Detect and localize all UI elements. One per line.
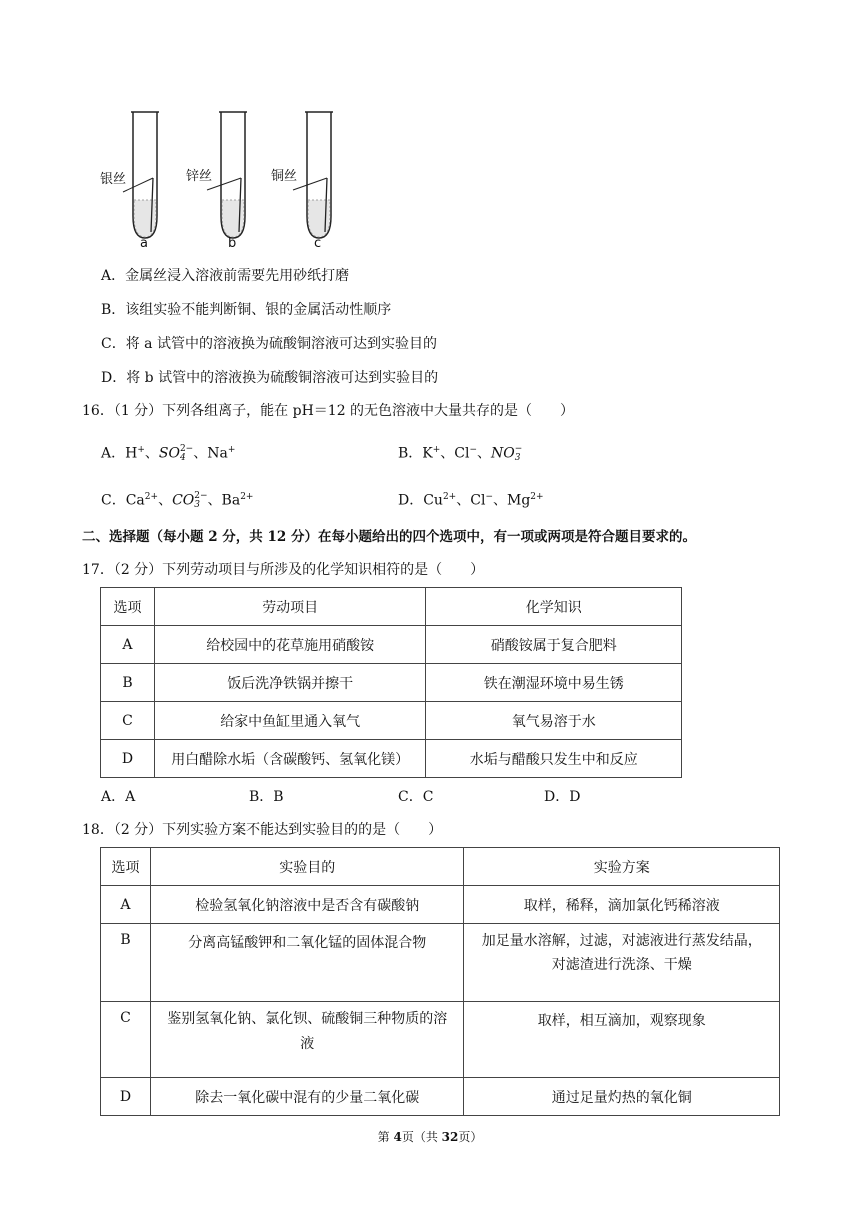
q17-row-a-labor: 给校园中的花草施用硝酸铵: [154, 626, 426, 664]
test-tube-a: [123, 112, 159, 238]
q17-option-c: C．C: [398, 789, 434, 805]
page-footer: [0, 1127, 860, 1147]
q16-a-sup2: +: [227, 445, 236, 455]
q17-row-a-key: A: [101, 626, 155, 664]
table-row: [101, 740, 682, 778]
q18-row-a-purpose: 检验氢氧化钠溶液中是否含有碳酸钠: [150, 886, 464, 924]
q17-row-d-labor: 用白醋除水垢（含碳酸钙、氢氧化镁）: [154, 740, 426, 778]
tube-b-wire-label: 锌丝: [186, 169, 213, 184]
q18-row-b-plan-line-1: 加足量水溶解，过滤，对滤液进行蒸发结晶，: [481, 933, 762, 949]
q17-row-b-knowledge: 铁在潮湿环境中易生锈: [426, 664, 682, 702]
q16-a-prefix: A．H: [101, 445, 138, 462]
q16-d-sup1: 2+: [442, 492, 457, 502]
q16-b-sup2: −: [469, 445, 478, 455]
table-row: [101, 924, 780, 1002]
q17-row-d-key: D: [101, 740, 155, 778]
footer-page-number: 4: [393, 1130, 402, 1144]
q17-row-b-labor: 饭后洗净铁锅并擦干: [154, 664, 426, 702]
q15-option-a: A．金属丝浸入溶液前需要先用砂纸打磨: [101, 268, 350, 284]
q16-d-sep1: 、Cl: [456, 492, 486, 509]
q16-c-sep2: 、Ba: [207, 492, 241, 509]
tube-a-wire-label: 银丝: [100, 172, 127, 187]
q18-row-b-plan-line-2: 对滤渣进行洗涤、干燥: [551, 957, 692, 973]
q18-header-purpose: 实验目的: [150, 848, 464, 886]
test-tube-b: [207, 112, 247, 238]
q17-row-c-labor: 给家中鱼缸里通入氧气: [154, 702, 426, 740]
q17-row-a-knowledge: 硝酸铵属于复合肥料: [426, 626, 682, 664]
q18-row-b-key: B: [101, 924, 151, 1002]
q16-a-ion: SO: [158, 445, 180, 462]
q16-c-sup2: 2+: [240, 492, 254, 502]
table-row: [101, 626, 682, 664]
q18-row-d-purpose: 除去一氧化碳中混有的少量二氧化碳: [150, 1078, 464, 1116]
q17-header-labor: 劳动项目: [154, 588, 426, 626]
footer-total-pages: 32: [441, 1130, 459, 1144]
q16-c-sep1: 、: [158, 492, 173, 509]
q17-row-c-key: C: [101, 702, 155, 740]
q16-b-prefix: B．K: [398, 445, 433, 462]
q17-option-a: A．A: [101, 789, 136, 805]
table-row: [101, 1002, 780, 1078]
q16-b-sep2: 、: [477, 445, 492, 462]
q16-a-ion-sup: 2−: [179, 443, 194, 454]
q18-row-c-purpose: [150, 1002, 464, 1078]
q16-stem: 16．（1 分）下列各组离子，能在 pH＝12 的无色溶液中大量共存的是（ ）: [82, 403, 575, 419]
q16-b-sup1: +: [432, 445, 441, 455]
q16-c-prefix: C．Ca: [101, 492, 145, 509]
q16-option-a: [101, 440, 235, 464]
q18-header-plan: 实验方案: [464, 848, 780, 886]
q16-b-ion-sup: −: [514, 443, 523, 454]
q18-row-b-plan: [464, 924, 780, 1002]
q16-b-sep1: 、Cl: [440, 445, 470, 462]
q16-option-b: [398, 440, 522, 464]
q16-option-d: [398, 487, 544, 511]
footer-prefix: 第: [377, 1130, 394, 1144]
q16-b-ion-sub: 3: [514, 452, 521, 463]
tube-c-letter: c: [314, 236, 322, 251]
q16-d-sup3: 2+: [530, 492, 544, 502]
footer-middle: 页（共: [401, 1130, 442, 1144]
table-row: [101, 886, 780, 924]
table-row: [101, 1078, 780, 1116]
q18-stem: 18．（2 分）下列实验方案不能达到实验目的的是（ ）: [82, 822, 443, 838]
q15-option-c: C．将 a 试管中的溶液换为硫酸铜溶液可达到实验目的: [101, 336, 437, 352]
tube-c-wire-label: 铜丝: [271, 169, 298, 184]
q18-row-c-key: C: [101, 1002, 151, 1078]
q17-table: [100, 587, 682, 778]
q17-header-knowledge: 化学知识: [426, 588, 682, 626]
table-row: [101, 702, 682, 740]
footer-suffix: 页）: [458, 1130, 483, 1144]
table-row: [101, 664, 682, 702]
q18-row-c-purpose-line-2: 液: [300, 1036, 315, 1052]
q16-d-prefix: D．Cu: [398, 492, 443, 509]
q16-b-ion: NO: [491, 445, 515, 462]
q17-stem: 17．（2 分）下列劳动项目与所涉及的化学知识相符的是（ ）: [82, 562, 485, 578]
q17-row-b-key: B: [101, 664, 155, 702]
test-tube-c: [293, 112, 333, 238]
q16-d-sup2: −: [485, 492, 493, 502]
q17-row-c-knowledge: 氧气易溶于水: [426, 702, 682, 740]
q16-a-ion-sub: 4: [179, 452, 186, 463]
q18-table: [100, 847, 780, 1116]
q15-option-d: D．将 b 试管中的溶液换为硫酸铜溶液可达到实验目的: [101, 370, 439, 386]
q18-row-b-purpose: 分离高锰酸钾和二氧化锰的固体混合物: [150, 924, 464, 1002]
q17-option-b: B．B: [249, 789, 284, 805]
q17-header-option: 选项: [101, 588, 155, 626]
q18-row-d-plan: 通过足量灼热的氧化铜: [464, 1078, 780, 1116]
q16-c-ion-sub: 3: [194, 499, 200, 510]
q18-row-a-plan: 取样，稀释，滴加氯化钙稀溶液: [464, 886, 780, 924]
q16-c-ion: CO: [172, 492, 195, 509]
q18-row-c-plan: 取样，相互滴加，观察现象: [464, 1002, 780, 1078]
tube-b-letter: b: [228, 236, 237, 251]
q16-d-sep2: 、Mg: [492, 492, 531, 509]
tube-a-letter: a: [140, 236, 148, 251]
q17-option-d: D．D: [544, 789, 581, 805]
q18-row-a-key: A: [101, 886, 151, 924]
q16-a-sep1: 、: [144, 445, 159, 462]
q18-row-d-key: D: [101, 1078, 151, 1116]
q15-option-b: B．该组实验不能判断铜、银的金属活动性顺序: [101, 302, 392, 318]
test-tube-figure: [95, 108, 365, 254]
q16-option-c: [101, 487, 253, 511]
q18-row-c-purpose-line-1: 鉴别氢氧化钠、氯化钡、硫酸铜三种物质的溶: [167, 1011, 448, 1027]
q18-header-option: 选项: [101, 848, 151, 886]
q16-c-ion-sup: 2−: [194, 490, 208, 501]
q16-c-sup1: 2+: [144, 492, 159, 502]
section-2-title: 二、选择题（每小题 2 分，共 12 分）在每小题给出的四个选项中，有一项或两项是符合题目要求的。: [82, 529, 696, 545]
q16-a-sep2: 、Na: [193, 445, 228, 462]
q17-row-d-knowledge: 水垢与醋酸只发生中和反应: [426, 740, 682, 778]
q16-a-sup1: +: [137, 445, 145, 455]
